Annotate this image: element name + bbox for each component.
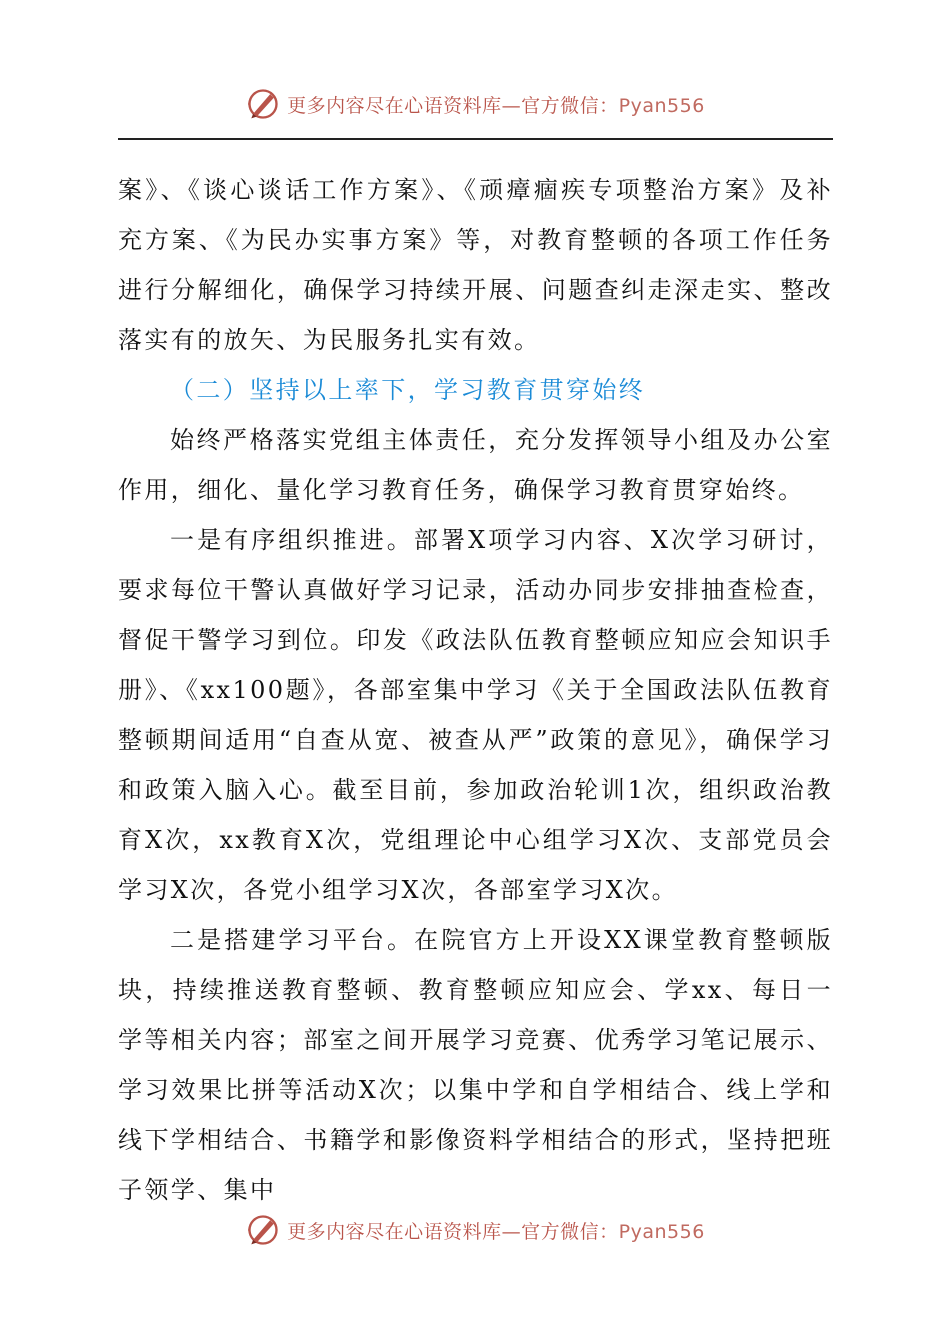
pen-circle-logo-icon (245, 1212, 281, 1248)
paragraph-intro: 始终严格落实党组主体责任，充分发挥领导小组及办公室作用，细化、量化学习教育任务，确保学习教育贯穿始终。 (118, 426, 833, 504)
header-rule (118, 138, 833, 140)
paragraph-continuation: 案》、《谈心谈话工作方案》、《顽瘴痼疾专项整治方案》及补充方案、《为民办实事方案》等，对教育整顿的各项工作任务进行分解细化，确保学习持续开展、问题查纠走深走实、整改落实有的放矢、为民服务扎实有效。 (118, 176, 833, 354)
paragraph-organize: 一是有序组织推进。部署X项学习内容、X次学习研讨，要求每位干警认真做好学习记录，活动办同步安排抽查检查，督促干警学习到位。印发《政法队伍教育整顿应知应会知识手册》、《xx100题》，各部室集中学习《关于全国政法队伍教育整顿期间适用“自查从宽、被查从严”政策的意见》，确保学习和政策入脑入心。截至目前，参加政治轮训1次，组织政治教育X次，xx教育X次，党组理论中心组学习X次、支部党员会学习X次，各党小组学习X次，各部室学习X次。 (118, 526, 833, 904)
section-heading: （二）坚持以上率下，学习教育贯穿始终 (170, 376, 646, 404)
watermark-text: 更多内容尽在心语资料库—官方微信：Pyan556 (287, 1220, 705, 1243)
header-watermark (0, 82, 950, 126)
footer-watermark (0, 1208, 950, 1252)
paragraph-platform: 二是搭建学习平台。在院官方上开设XX课堂教育整顿版块，持续推送教育整顿、教育整顿应知应会、学xx、每日一学等相关内容；部室之间开展学习竞赛、优秀学习笔记展示、学习效果比拼等活动X次；以集中学和自学相结合、线上学和线下学相结合、书籍学和影像资料学相结合的形式，坚持把班子领学、集中 (118, 926, 833, 1204)
document-body (118, 165, 833, 1215)
watermark-text: 更多内容尽在心语资料库—官方微信：Pyan556 (287, 94, 705, 117)
pen-circle-logo-icon (245, 86, 281, 122)
